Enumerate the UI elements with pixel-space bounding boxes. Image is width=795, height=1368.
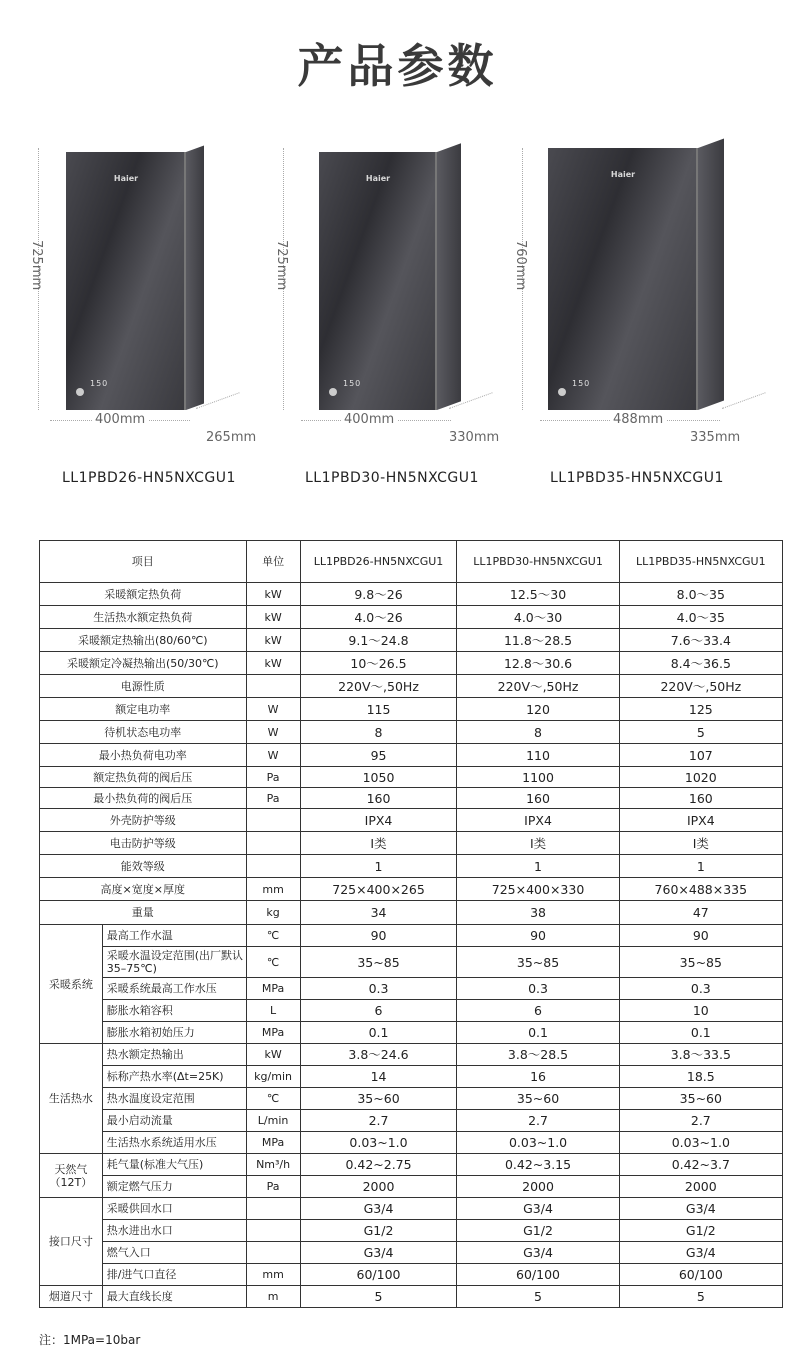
boiler-side: [698, 139, 724, 410]
row-value: 160: [619, 788, 782, 809]
row-value: 0.42~3.7: [619, 1154, 782, 1176]
row-value: 3.8～33.5: [619, 1044, 782, 1066]
header-model: LL1PBD26-HN5NXCGU1: [300, 541, 457, 583]
row-value: 0.03~1.0: [619, 1132, 782, 1154]
display-panel: 150: [90, 379, 109, 388]
row-unit: kW: [246, 606, 300, 629]
row-value: G3/4: [300, 1242, 457, 1264]
brand-logo: Haier: [610, 170, 636, 179]
display-panel: 150: [572, 379, 591, 388]
table-row: [40, 652, 783, 675]
row-label: 电源性质: [40, 675, 247, 698]
row-label: 采暖额定热输出(80/60℃): [40, 629, 247, 652]
row-value: 0.3: [457, 978, 619, 1000]
row-label: 排/进气口直径: [102, 1264, 246, 1286]
row-value: 90: [300, 925, 457, 947]
table-row: [40, 1286, 783, 1308]
row-label: 生活热水系统适用水压: [102, 1132, 246, 1154]
row-label: 最高工作水温: [102, 925, 246, 947]
row-unit: Nm³/h: [246, 1154, 300, 1176]
row-value: 2000: [457, 1176, 619, 1198]
boiler-side: [186, 145, 204, 410]
row-unit: ℃: [246, 947, 300, 978]
row-value: 8: [300, 721, 457, 744]
row-label: 额定电功率: [40, 698, 247, 721]
row-unit: [246, 1198, 300, 1220]
row-label: 热水进出水口: [102, 1220, 246, 1242]
row-unit: mm: [246, 1264, 300, 1286]
row-value: 0.1: [619, 1022, 782, 1044]
depth-label: 265mm: [206, 430, 257, 445]
row-unit: W: [246, 698, 300, 721]
row-label: 高度×宽度×厚度: [40, 878, 247, 901]
row-value: 5: [619, 721, 782, 744]
row-value: 725×400×330: [457, 878, 619, 901]
row-unit: MPa: [246, 978, 300, 1000]
row-value: 34: [300, 901, 457, 925]
row-value: 160: [300, 788, 457, 809]
height-label: 725mm: [29, 240, 44, 291]
row-value: Ⅰ类: [300, 832, 457, 855]
width-label: 488mm: [610, 412, 666, 427]
row-label: 能效等级: [40, 855, 247, 878]
table-row: [40, 855, 783, 878]
table-row: [40, 698, 783, 721]
row-value: 1: [619, 855, 782, 878]
depth-dimension-line: [722, 392, 766, 409]
table-row: [40, 1044, 783, 1066]
row-unit: Pa: [246, 788, 300, 809]
group-label: 生活热水: [40, 1044, 103, 1154]
row-unit: kW: [246, 1044, 300, 1066]
table-row: [40, 1066, 783, 1088]
width-label: 400mm: [92, 412, 148, 427]
row-value: 6: [300, 1000, 457, 1022]
row-value: 60/100: [619, 1264, 782, 1286]
row-value: 2.7: [457, 1110, 619, 1132]
row-value: 60/100: [300, 1264, 457, 1286]
row-unit: MPa: [246, 1132, 300, 1154]
row-value: 2000: [619, 1176, 782, 1198]
group-label: 天然气（12T）: [40, 1154, 103, 1198]
table-row: [40, 1264, 783, 1286]
row-label: 外壳防护等级: [40, 809, 247, 832]
row-unit: kW: [246, 583, 300, 606]
table-row: [40, 878, 783, 901]
row-label: 额定热负荷的阀后压: [40, 767, 247, 788]
table-row: [40, 809, 783, 832]
row-value: 4.0～26: [300, 606, 457, 629]
row-value: 47: [619, 901, 782, 925]
table-row: [40, 1242, 783, 1264]
row-value: 9.8～26: [300, 583, 457, 606]
product-card: [245, 140, 500, 486]
row-value: 18.5: [619, 1066, 782, 1088]
row-value: 35~85: [619, 947, 782, 978]
boiler-image: [319, 152, 437, 410]
row-value: Ⅰ类: [619, 832, 782, 855]
row-unit: kW: [246, 652, 300, 675]
row-label: 热水温度设定范围: [102, 1088, 246, 1110]
row-value: G3/4: [619, 1242, 782, 1264]
brand-logo: Haier: [365, 174, 391, 183]
row-value: 5: [300, 1286, 457, 1308]
table-row: [40, 901, 783, 925]
row-unit: kg/min: [246, 1066, 300, 1088]
row-label: 耗气量(标准大气压): [102, 1154, 246, 1176]
model-name: LL1PBD26-HN5NXCGU1: [62, 470, 236, 486]
brand-logo: Haier: [113, 174, 139, 183]
row-value: 9.1～24.8: [300, 629, 457, 652]
row-value: 12.8～30.6: [457, 652, 619, 675]
row-value: 220V～,50Hz: [300, 675, 457, 698]
row-label: 膨胀水箱容积: [102, 1000, 246, 1022]
row-value: G3/4: [457, 1242, 619, 1264]
table-row: [40, 1198, 783, 1220]
row-value: IPX4: [619, 809, 782, 832]
depth-label: 335mm: [690, 430, 741, 445]
row-value: 1: [457, 855, 619, 878]
row-value: 35~60: [457, 1088, 619, 1110]
row-value: IPX4: [457, 809, 619, 832]
row-value: 160: [457, 788, 619, 809]
row-value: 2.7: [300, 1110, 457, 1132]
row-value: 4.0～30: [457, 606, 619, 629]
header-item: 项目: [40, 541, 247, 583]
power-icon: [329, 388, 337, 396]
header-unit: 单位: [246, 541, 300, 583]
row-label: 待机状态电功率: [40, 721, 247, 744]
row-value: 3.8～28.5: [457, 1044, 619, 1066]
display-panel: 150: [343, 379, 362, 388]
row-value: 120: [457, 698, 619, 721]
row-unit: [246, 832, 300, 855]
row-value: 35~85: [300, 947, 457, 978]
row-unit: [246, 855, 300, 878]
power-icon: [76, 388, 84, 396]
row-value: 3.8～24.6: [300, 1044, 457, 1066]
table-row: [40, 629, 783, 652]
row-value: G1/2: [457, 1220, 619, 1242]
row-value: 0.42~3.15: [457, 1154, 619, 1176]
row-value: Ⅰ类: [457, 832, 619, 855]
row-label: 最小启动流量: [102, 1110, 246, 1132]
row-value: 5: [619, 1286, 782, 1308]
row-unit: [246, 809, 300, 832]
table-row: [40, 1110, 783, 1132]
boiler-image: [548, 148, 698, 410]
row-unit: kW: [246, 629, 300, 652]
row-unit: [246, 1242, 300, 1264]
table-row: [40, 925, 783, 947]
table-row: [40, 1088, 783, 1110]
height-label: 760mm: [513, 240, 528, 291]
table-row: [40, 947, 783, 978]
page-title: 产品参数: [297, 39, 498, 93]
row-value: 95: [300, 744, 457, 767]
row-value: 0.1: [457, 1022, 619, 1044]
row-value: 38: [457, 901, 619, 925]
table-row: [40, 1154, 783, 1176]
row-value: 760×488×335: [619, 878, 782, 901]
table-row: [40, 1022, 783, 1044]
row-value: 220V～,50Hz: [619, 675, 782, 698]
table-row: [40, 788, 783, 809]
row-value: 2000: [300, 1176, 457, 1198]
row-label: 采暖系统最高工作水压: [102, 978, 246, 1000]
row-value: 4.0～35: [619, 606, 782, 629]
depth-label: 330mm: [449, 430, 500, 445]
row-value: 8.4～36.5: [619, 652, 782, 675]
row-value: 11.8～28.5: [457, 629, 619, 652]
row-value: G1/2: [300, 1220, 457, 1242]
row-value: 1100: [457, 767, 619, 788]
row-value: IPX4: [300, 809, 457, 832]
row-unit: Pa: [246, 767, 300, 788]
row-label: 最小热负荷电功率: [40, 744, 247, 767]
row-value: 0.1: [300, 1022, 457, 1044]
row-value: 10: [619, 1000, 782, 1022]
row-value: 725×400×265: [300, 878, 457, 901]
boiler-image: [66, 152, 186, 410]
table-row: [40, 744, 783, 767]
product-card: [490, 140, 790, 486]
row-value: 1: [300, 855, 457, 878]
row-unit: m: [246, 1286, 300, 1308]
row-unit: W: [246, 721, 300, 744]
table-row: [40, 583, 783, 606]
row-label: 燃气入口: [102, 1242, 246, 1264]
spec-table: [39, 540, 783, 1308]
row-value: 5: [457, 1286, 619, 1308]
row-unit: Pa: [246, 1176, 300, 1198]
row-value: 12.5～30: [457, 583, 619, 606]
row-value: G3/4: [619, 1198, 782, 1220]
row-value: G3/4: [457, 1198, 619, 1220]
row-unit: mm: [246, 878, 300, 901]
row-value: 107: [619, 744, 782, 767]
group-label: 采暖系统: [40, 925, 103, 1044]
row-value: 0.03~1.0: [457, 1132, 619, 1154]
row-value: 6: [457, 1000, 619, 1022]
row-unit: MPa: [246, 1022, 300, 1044]
row-value: 90: [619, 925, 782, 947]
row-unit: ℃: [246, 925, 300, 947]
row-value: G3/4: [300, 1198, 457, 1220]
table-row: [40, 767, 783, 788]
header-model: LL1PBD30-HN5NXCGU1: [457, 541, 619, 583]
row-unit: [246, 1220, 300, 1242]
row-value: 1020: [619, 767, 782, 788]
row-value: 8.0～35: [619, 583, 782, 606]
row-unit: L/min: [246, 1110, 300, 1132]
table-row: [40, 978, 783, 1000]
height-label: 725mm: [274, 240, 289, 291]
row-value: 16: [457, 1066, 619, 1088]
table-row: [40, 1132, 783, 1154]
row-value: 110: [457, 744, 619, 767]
row-unit: [246, 675, 300, 698]
group-label: 接口尺寸: [40, 1198, 103, 1286]
row-value: 1050: [300, 767, 457, 788]
row-label: 采暖额定热负荷: [40, 583, 247, 606]
row-value: 90: [457, 925, 619, 947]
row-unit: kg: [246, 901, 300, 925]
row-unit: ℃: [246, 1088, 300, 1110]
model-name: LL1PBD35-HN5NXCGU1: [550, 470, 724, 486]
row-value: 35~60: [619, 1088, 782, 1110]
row-value: 60/100: [457, 1264, 619, 1286]
row-label: 热水额定热输出: [102, 1044, 246, 1066]
row-value: 0.03~1.0: [300, 1132, 457, 1154]
row-value: G1/2: [619, 1220, 782, 1242]
model-name: LL1PBD30-HN5NXCGU1: [305, 470, 479, 486]
row-label: 采暖水温设定范围(出厂默认35–75℃): [102, 947, 246, 978]
row-value: 35~60: [300, 1088, 457, 1110]
row-label: 电击防护等级: [40, 832, 247, 855]
row-value: 8: [457, 721, 619, 744]
table-row: [40, 1176, 783, 1198]
row-label: 最大直线长度: [102, 1286, 246, 1308]
footnote: 注：1MPa=10bar: [39, 1333, 141, 1347]
row-label: 额定燃气压力: [102, 1176, 246, 1198]
row-label: 最小热负荷的阀后压: [40, 788, 247, 809]
row-value: 14: [300, 1066, 457, 1088]
row-value: 125: [619, 698, 782, 721]
table-row: [40, 832, 783, 855]
header-model: LL1PBD35-HN5NXCGU1: [619, 541, 782, 583]
table-row: [40, 606, 783, 629]
row-value: 2.7: [619, 1110, 782, 1132]
row-unit: L: [246, 1000, 300, 1022]
row-label: 采暖供回水口: [102, 1198, 246, 1220]
table-row: [40, 675, 783, 698]
row-label: 标称产热水率(Δt=25K): [102, 1066, 246, 1088]
row-value: 0.42~2.75: [300, 1154, 457, 1176]
row-value: 0.3: [619, 978, 782, 1000]
boiler-side: [437, 143, 461, 410]
row-label: 重量: [40, 901, 247, 925]
row-value: 7.6～33.4: [619, 629, 782, 652]
row-value: 220V～,50Hz: [457, 675, 619, 698]
width-label: 400mm: [341, 412, 397, 427]
row-value: 115: [300, 698, 457, 721]
row-label: 采暖额定冷凝热输出(50/30℃): [40, 652, 247, 675]
row-value: 10～26.5: [300, 652, 457, 675]
row-label: 膨胀水箱初始压力: [102, 1022, 246, 1044]
table-row: [40, 721, 783, 744]
table-row: [40, 1220, 783, 1242]
row-unit: W: [246, 744, 300, 767]
row-value: 35~85: [457, 947, 619, 978]
row-label: 生活热水额定热负荷: [40, 606, 247, 629]
table-header-row: [40, 541, 783, 583]
table-row: [40, 1000, 783, 1022]
product-card: [0, 140, 257, 486]
power-icon: [558, 388, 566, 396]
group-label: 烟道尺寸: [40, 1286, 103, 1308]
row-value: 0.3: [300, 978, 457, 1000]
